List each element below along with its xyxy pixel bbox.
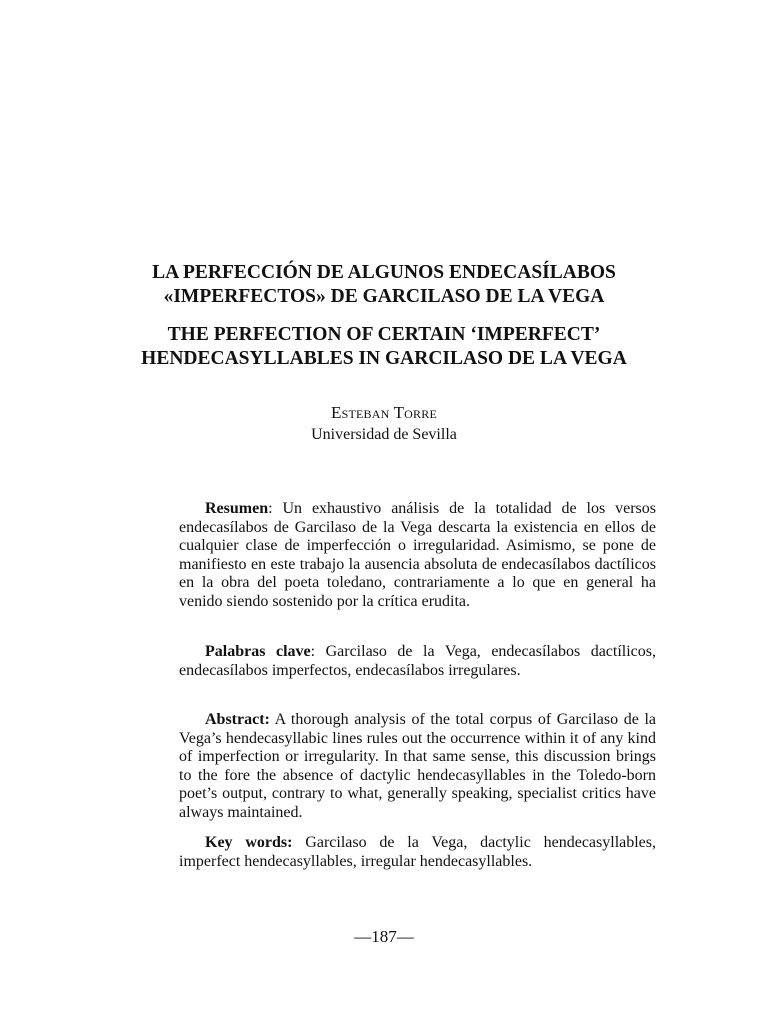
key-words-text: Garcilaso de la Vega, dactylic hendecasyllables, imperfect hendecasyllables, irregular hendecasyllables. [179, 834, 657, 870]
author-name: Esteban Torre [331, 403, 437, 422]
palabras-clave-heading: Palabras clave [205, 643, 311, 660]
resumen-text: Un exhaustivo análisis de la totalidad de los versos endecasílabos de Garcilaso de la Vega descarta la existencia en ellos de cualquier clase de imperfección o irregularidad. Asimismo, se pone de manifiesto en este trabajo la ausencia absoluta de endecasílabos dactílicos en la obra del poeta toledano, contrariamente a lo que en general ha venido siendo sostenido por la crítica erudita. [179, 500, 657, 610]
resumen-separator: : [268, 500, 283, 517]
page-number: —187— [354, 927, 414, 946]
abstract-paragraph [179, 711, 656, 822]
palabras-clave-separator: : [310, 643, 326, 660]
palabras-clave-text: Garcilaso de la Vega, endecasílabos dactílicos, endecasílabos imperfectos, endecasílabos irregulares. [179, 643, 657, 679]
resumen-heading: Resumen [205, 500, 269, 517]
resumen-section [179, 500, 656, 611]
key-words-paragraph [179, 834, 656, 871]
abstract-text: A thorough analysis of the total corpus of Garcilaso de la Vega’s hendecasyllabic lines rules out the occurrence within it of any kind of imperfection or irregularity. In that same sense, this discussion brings to the fore the absence of dactylic hendecasyllables in the Toledo-born poet’s output, contrary to what, generally speaking, specialist critics have always maintained. [179, 711, 656, 821]
spanish-title-line-1: LA PERFECCIÓN DE ALGUNOS ENDECASÍLABOS [152, 262, 616, 283]
english-title-line-2: HENDECASYLLABLES IN GARCILASO DE LA VEGA [141, 348, 627, 369]
abstract-section [179, 711, 656, 822]
palabras-clave-paragraph [179, 643, 656, 680]
key-words-separator [292, 834, 305, 851]
author-info [0, 402, 768, 446]
resumen-paragraph [179, 500, 656, 611]
palabras-clave-section [179, 643, 656, 680]
english-title [100, 323, 668, 371]
author-affiliation: Universidad de Sevilla [311, 426, 457, 443]
spanish-title [100, 261, 668, 309]
key-words-section [179, 834, 656, 871]
key-words-heading: Key words: [205, 834, 293, 851]
spanish-title-line-2: «IMPERFECTOS» DE GARCILASO DE LA VEGA [163, 286, 605, 307]
abstract-heading: Abstract: [205, 711, 270, 728]
english-title-line-1: THE PERFECTION OF CERTAIN ‘IMPERFECT’ [167, 324, 601, 345]
